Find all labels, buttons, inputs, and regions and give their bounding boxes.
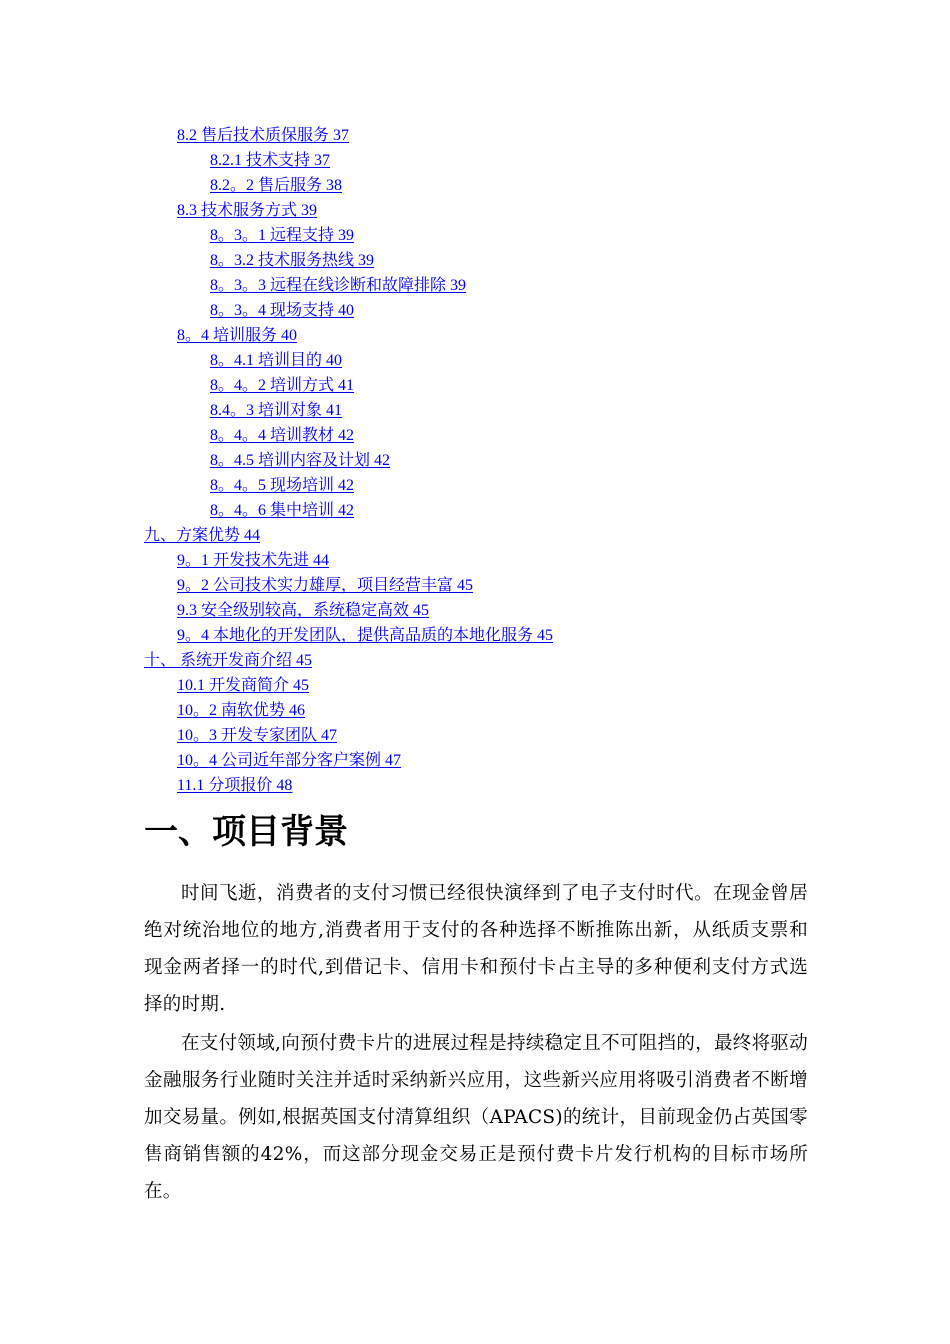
toc-link[interactable]: 10.1 开发商简介 45 [177, 677, 310, 694]
toc-link[interactable]: 10。3 开发专家团队 47 [177, 727, 338, 744]
toc-entry [0, 423, 950, 448]
toc-link[interactable]: 8.4。3 培训对象 41 [210, 402, 343, 419]
toc-link[interactable]: 十、 系统开发商介绍 45 [144, 652, 313, 669]
toc-entry [0, 673, 950, 698]
toc-entry [0, 623, 950, 648]
toc-link[interactable]: 8.2.1 技术支持 37 [210, 152, 331, 169]
toc-link[interactable]: 8。4.1 培训目的 40 [210, 352, 343, 369]
toc-entry [0, 473, 950, 498]
toc-link[interactable]: 8。4.5 培训内容及计划 42 [210, 452, 391, 469]
toc-entry [0, 548, 950, 573]
table-of-contents [0, 123, 950, 798]
toc-entry [0, 498, 950, 523]
toc-entry [0, 398, 950, 423]
toc-link[interactable]: 9。4 本地化的开发团队，提供高品质的本地化服务 45 [177, 627, 554, 644]
toc-link[interactable]: 11.1 分项报价 48 [177, 777, 293, 794]
toc-entry [0, 323, 950, 348]
toc-link[interactable]: 9.3 安全级别较高，系统稳定高效 45 [177, 602, 430, 619]
toc-link[interactable]: 10。2 南软优势 46 [177, 702, 306, 719]
toc-link[interactable]: 8。3。1 远程支持 39 [210, 227, 355, 244]
toc-link[interactable]: 8。4。2 培训方式 41 [210, 377, 355, 394]
toc-entry [0, 748, 950, 773]
toc-entry [0, 723, 950, 748]
toc-link[interactable]: 8.3 技术服务方式 39 [177, 202, 318, 219]
toc-link[interactable]: 9。2 公司技术实力雄厚，项目经营丰富 45 [177, 577, 474, 594]
toc-entry [0, 248, 950, 273]
toc-entry [0, 223, 950, 248]
toc-entry [0, 298, 950, 323]
toc-entry [0, 198, 950, 223]
toc-entry [0, 773, 950, 798]
toc-entry [0, 373, 950, 398]
toc-entry [0, 698, 950, 723]
toc-entry [0, 573, 950, 598]
toc-link[interactable]: 8。4 培训服务 40 [177, 327, 298, 344]
toc-entry [0, 523, 950, 548]
toc-link[interactable]: 8。3.2 技术服务热线 39 [210, 252, 375, 269]
toc-link[interactable]: 九、方案优势 44 [144, 527, 261, 544]
toc-entry [0, 448, 950, 473]
section-heading: 一、项目背景 [144, 812, 348, 852]
toc-link[interactable]: 8。3。4 现场支持 40 [210, 302, 355, 319]
toc-entry [0, 123, 950, 148]
toc-link[interactable]: 10。4 公司近年部分客户案例 47 [177, 752, 402, 769]
toc-link[interactable]: 8。3。3 远程在线诊断和故障排除 39 [210, 277, 467, 294]
toc-entry [0, 148, 950, 173]
body-paragraph-2: 在支付领域,向预付费卡片的进展过程是持续稳定且不可阻挡的，最终将驱动金融服务行业随时关注并适时采纳新兴应用，这些新兴应用将吸引消费者不断增加交易量。例如,根据英国支付清算组织（APACS)的统计，目前现金仍占英国零售商销售额的42%，而这部分现金交易正是预付费卡片发行机构的目标市场所在。 [144, 1033, 808, 1202]
toc-entry [0, 598, 950, 623]
toc-link[interactable]: 8。4。5 现场培训 42 [210, 477, 355, 494]
toc-link[interactable]: 8.2。2 售后服务 38 [210, 177, 343, 194]
toc-entry [0, 273, 950, 298]
body-paragraph-1: 时间飞逝，消费者的支付习惯已经很快演绎到了电子支付时代。在现金曾居绝对统治地位的地方,消费者用于支付的各种选择不断推陈出新，从纸质支票和现金两者择一的时代,到借记卡、信用卡和预付卡占主导的多种便利支付方式选择的时期. [144, 883, 808, 1015]
toc-entry [0, 348, 950, 373]
toc-link[interactable]: 8。4。4 培训教材 42 [210, 427, 355, 444]
toc-link[interactable]: 8。4。6 集中培训 42 [210, 502, 355, 519]
toc-link[interactable]: 9。1 开发技术先进 44 [177, 552, 330, 569]
toc-entry [0, 648, 950, 673]
toc-entry [0, 173, 950, 198]
toc-link[interactable]: 8.2 售后技术质保服务 37 [177, 127, 350, 144]
